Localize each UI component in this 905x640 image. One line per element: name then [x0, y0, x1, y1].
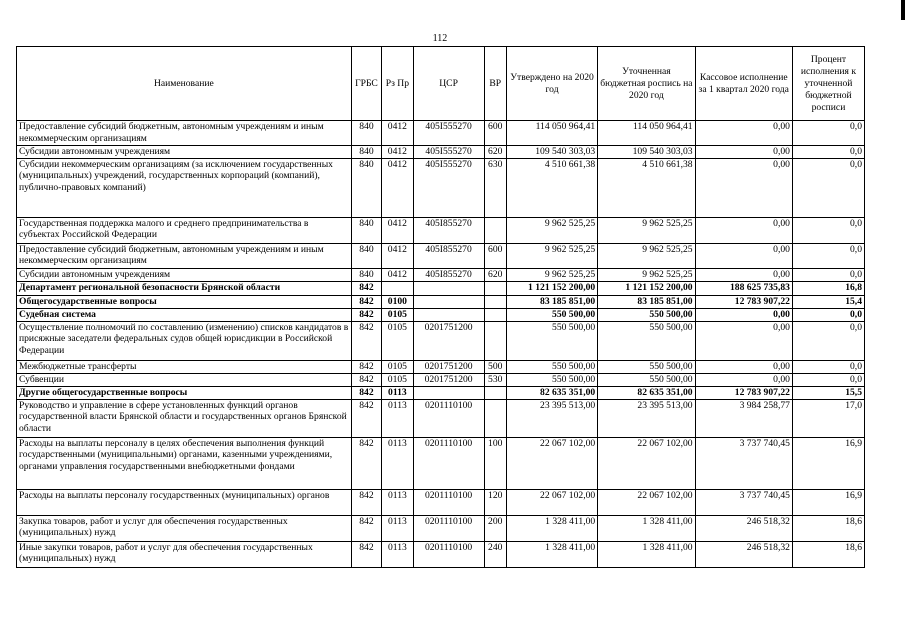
header-cash: Кассовое исполнение за 1 квартал 2020 года	[695, 47, 792, 121]
row-csr: 0201110100	[413, 489, 484, 515]
row-name: Закупка товаров, работ и услуг для обеспечения государственных (муниципальных) нужд	[17, 515, 352, 541]
row-rzpr: 0113	[382, 489, 413, 515]
row-grbs: 840	[351, 268, 381, 281]
row-name: Предоставление субсидий бюджетным, автономным учреждениям и иным некоммерческим организациям	[17, 121, 352, 146]
row-grbs: 842	[351, 515, 381, 541]
row-vr: 630	[484, 158, 506, 217]
row-name: Субвенции	[17, 373, 352, 386]
row-cash: 0,00	[695, 217, 792, 243]
row-rzpr: 0113	[382, 515, 413, 541]
row-csr: 0201110100	[413, 437, 484, 489]
row-grbs: 842	[351, 541, 381, 567]
row-csr: 0201110100	[413, 541, 484, 567]
row-refined: 9 962 525,25	[598, 268, 695, 281]
row-refined: 1 121 152 200,00	[598, 281, 695, 295]
row-approved: 9 962 525,25	[506, 217, 597, 243]
row-approved: 109 540 303,03	[506, 146, 597, 159]
row-approved: 550 500,00	[506, 360, 597, 373]
row-grbs: 842	[351, 373, 381, 386]
table-row	[17, 360, 865, 373]
row-csr: 0201110100	[413, 515, 484, 541]
budget-table	[16, 46, 865, 568]
row-percent: 0,0	[792, 373, 864, 386]
table-row	[17, 399, 865, 437]
row-name: Руководство и управление в сфере установленных функций органов государственной власти Брянской области и государственных органов Брянской области	[17, 399, 352, 437]
header-refined: Уточненная бюджетная роспись на 2020 год	[598, 47, 695, 121]
row-csr: 405I855270	[413, 243, 484, 268]
table-row	[17, 121, 865, 146]
row-refined: 9 962 525,25	[598, 243, 695, 268]
table-row	[17, 217, 865, 243]
row-percent: 0,0	[792, 268, 864, 281]
row-cash: 246 518,32	[695, 515, 792, 541]
row-csr	[413, 308, 484, 321]
table-row	[17, 295, 865, 308]
page-number: 112	[432, 33, 448, 44]
row-percent: 15,5	[792, 386, 864, 399]
row-approved: 4 510 661,38	[506, 158, 597, 217]
row-name: Субсидии некоммерческим организациям (за исключением государственных (муниципальных) учреждений, государственных корпораций (компаний), публично-правовых компаний)	[17, 158, 352, 217]
header-approved: Утверждено на 2020 год	[506, 47, 597, 121]
row-name: Другие общегосударственные вопросы	[17, 386, 352, 399]
row-cash: 0,00	[695, 360, 792, 373]
row-cash: 0,00	[695, 321, 792, 360]
row-name: Расходы на выплаты персоналу государственных (муниципальных) органов	[17, 489, 352, 515]
table-row	[17, 489, 865, 515]
row-refined: 1 328 411,00	[598, 541, 695, 567]
row-vr: 620	[484, 268, 506, 281]
row-approved: 550 500,00	[506, 373, 597, 386]
row-approved: 9 962 525,25	[506, 243, 597, 268]
row-grbs: 842	[351, 321, 381, 360]
row-rzpr: 0412	[382, 121, 413, 146]
row-cash: 246 518,32	[695, 541, 792, 567]
table-row	[17, 146, 865, 159]
row-refined: 82 635 351,00	[598, 386, 695, 399]
header-grbs: ГРБС	[351, 47, 381, 121]
row-vr: 600	[484, 121, 506, 146]
row-vr	[484, 281, 506, 295]
row-csr: 405I555270	[413, 158, 484, 217]
table-row	[17, 515, 865, 541]
row-rzpr: 0113	[382, 437, 413, 489]
row-approved: 114 050 964,41	[506, 121, 597, 146]
row-refined: 23 395 513,00	[598, 399, 695, 437]
row-csr: 405I555270	[413, 121, 484, 146]
table-row	[17, 308, 865, 321]
row-csr: 0201751200	[413, 360, 484, 373]
row-cash: 3 737 740,45	[695, 489, 792, 515]
row-rzpr: 0113	[382, 399, 413, 437]
row-grbs: 842	[351, 295, 381, 308]
row-refined: 83 185 851,00	[598, 295, 695, 308]
row-percent: 18,6	[792, 515, 864, 541]
row-percent: 17,0	[792, 399, 864, 437]
row-rzpr	[382, 281, 413, 295]
row-vr	[484, 295, 506, 308]
row-csr: 0201110100	[413, 399, 484, 437]
row-rzpr: 0105	[382, 373, 413, 386]
row-approved: 1 328 411,00	[506, 515, 597, 541]
row-approved: 9 962 525,25	[506, 268, 597, 281]
row-rzpr: 0105	[382, 360, 413, 373]
row-refined: 550 500,00	[598, 373, 695, 386]
row-csr: 405I555270	[413, 146, 484, 159]
row-grbs: 842	[351, 386, 381, 399]
row-vr: 530	[484, 373, 506, 386]
row-refined: 1 328 411,00	[598, 515, 695, 541]
table-body	[17, 121, 865, 568]
row-rzpr: 0412	[382, 268, 413, 281]
row-grbs: 840	[351, 121, 381, 146]
row-vr: 620	[484, 146, 506, 159]
row-cash: 3 984 258,77	[695, 399, 792, 437]
row-grbs: 840	[351, 217, 381, 243]
row-grbs: 840	[351, 158, 381, 217]
row-cash: 3 737 740,45	[695, 437, 792, 489]
row-name: Общегосударственные вопросы	[17, 295, 352, 308]
row-percent: 0,0	[792, 217, 864, 243]
row-refined: 22 067 102,00	[598, 489, 695, 515]
row-vr: 120	[484, 489, 506, 515]
row-grbs: 842	[351, 399, 381, 437]
row-cash: 12 783 907,22	[695, 386, 792, 399]
row-refined: 109 540 303,03	[598, 146, 695, 159]
row-csr	[413, 386, 484, 399]
row-vr: 100	[484, 437, 506, 489]
table-row	[17, 321, 865, 360]
row-refined: 550 500,00	[598, 360, 695, 373]
table-row	[17, 373, 865, 386]
row-name: Межбюджетные трансферты	[17, 360, 352, 373]
row-refined: 550 500,00	[598, 308, 695, 321]
row-cash: 188 625 735,83	[695, 281, 792, 295]
header-percent: Процент исполнения к уточненной бюджетной росписи	[792, 47, 864, 121]
row-approved: 83 185 851,00	[506, 295, 597, 308]
row-rzpr: 0412	[382, 146, 413, 159]
row-name: Субсидии автономным учреждениям	[17, 146, 352, 159]
row-percent: 0,0	[792, 243, 864, 268]
row-approved: 82 635 351,00	[506, 386, 597, 399]
row-percent: 16,9	[792, 437, 864, 489]
row-refined: 550 500,00	[598, 321, 695, 360]
row-approved: 550 500,00	[506, 308, 597, 321]
row-percent: 0,0	[792, 158, 864, 217]
row-approved: 1 121 152 200,00	[506, 281, 597, 295]
row-refined: 114 050 964,41	[598, 121, 695, 146]
row-vr	[484, 386, 506, 399]
row-cash: 0,00	[695, 121, 792, 146]
row-percent: 18,6	[792, 541, 864, 567]
row-csr: 405I855270	[413, 217, 484, 243]
table-row	[17, 268, 865, 281]
row-name: Субсидии автономным учреждениям	[17, 268, 352, 281]
row-percent: 0,0	[792, 146, 864, 159]
row-name: Предоставление субсидий бюджетным, автономным учреждениям и иным некоммерческим организациям	[17, 243, 352, 268]
row-vr: 240	[484, 541, 506, 567]
row-percent: 0,0	[792, 360, 864, 373]
row-refined: 9 962 525,25	[598, 217, 695, 243]
header-csr: ЦСР	[413, 47, 484, 121]
row-rzpr: 0113	[382, 541, 413, 567]
row-vr	[484, 217, 506, 243]
row-cash: 0,00	[695, 308, 792, 321]
row-cash: 0,00	[695, 158, 792, 217]
row-rzpr: 0105	[382, 308, 413, 321]
row-approved: 1 328 411,00	[506, 541, 597, 567]
row-grbs: 840	[351, 146, 381, 159]
row-vr	[484, 321, 506, 360]
table-row	[17, 541, 865, 567]
row-approved: 23 395 513,00	[506, 399, 597, 437]
row-percent: 0,0	[792, 321, 864, 360]
row-approved: 550 500,00	[506, 321, 597, 360]
row-refined: 4 510 661,38	[598, 158, 695, 217]
table-header-row	[17, 47, 865, 121]
row-grbs: 842	[351, 489, 381, 515]
row-name: Государственная поддержка малого и среднего предпринимательства в субъектах Российской Федерации	[17, 217, 352, 243]
row-cash: 0,00	[695, 268, 792, 281]
row-grbs: 840	[351, 243, 381, 268]
row-vr: 600	[484, 243, 506, 268]
table-row	[17, 158, 865, 217]
scan-edge-mark	[901, 0, 905, 20]
row-name: Осуществление полномочий по составлению (изменению) списков кандидатов в присяжные заседатели федеральных судов общей юрисдикции в Российской Федерации	[17, 321, 352, 360]
row-rzpr: 0412	[382, 217, 413, 243]
table-row	[17, 281, 865, 295]
row-vr: 200	[484, 515, 506, 541]
row-csr: 0201751200	[413, 373, 484, 386]
table-row	[17, 437, 865, 489]
row-percent: 0,0	[792, 308, 864, 321]
table-row	[17, 243, 865, 268]
row-name: Иные закупки товаров, работ и услуг для обеспечения государственных (муниципальных) нужд	[17, 541, 352, 567]
row-name: Судебная система	[17, 308, 352, 321]
row-csr: 0201751200	[413, 321, 484, 360]
row-vr	[484, 308, 506, 321]
row-cash: 0,00	[695, 373, 792, 386]
row-grbs: 842	[351, 281, 381, 295]
row-rzpr: 0412	[382, 243, 413, 268]
header-name: Наименование	[17, 47, 352, 121]
header-rzpr: Рз Пр	[382, 47, 413, 121]
row-csr	[413, 281, 484, 295]
table-row	[17, 386, 865, 399]
row-percent: 16,9	[792, 489, 864, 515]
row-csr: 405I855270	[413, 268, 484, 281]
row-name: Департамент региональной безопасности Брянской области	[17, 281, 352, 295]
row-vr: 500	[484, 360, 506, 373]
row-approved: 22 067 102,00	[506, 437, 597, 489]
row-name: Расходы на выплаты персоналу в целях обеспечения выполнения функций государственными (муниципальными) органами, казенными учреждениями, органами управления государственными внебюджетными фондами	[17, 437, 352, 489]
row-vr	[484, 399, 506, 437]
row-cash: 0,00	[695, 243, 792, 268]
row-grbs: 842	[351, 360, 381, 373]
row-rzpr: 0412	[382, 158, 413, 217]
row-refined: 22 067 102,00	[598, 437, 695, 489]
row-percent: 0,0	[792, 121, 864, 146]
row-cash: 0,00	[695, 146, 792, 159]
row-grbs: 842	[351, 308, 381, 321]
row-rzpr: 0100	[382, 295, 413, 308]
row-cash: 12 783 907,22	[695, 295, 792, 308]
row-rzpr: 0105	[382, 321, 413, 360]
header-vr: ВР	[484, 47, 506, 121]
row-percent: 16,8	[792, 281, 864, 295]
row-grbs: 842	[351, 437, 381, 489]
row-rzpr: 0113	[382, 386, 413, 399]
row-csr	[413, 295, 484, 308]
row-percent: 15,4	[792, 295, 864, 308]
row-approved: 22 067 102,00	[506, 489, 597, 515]
